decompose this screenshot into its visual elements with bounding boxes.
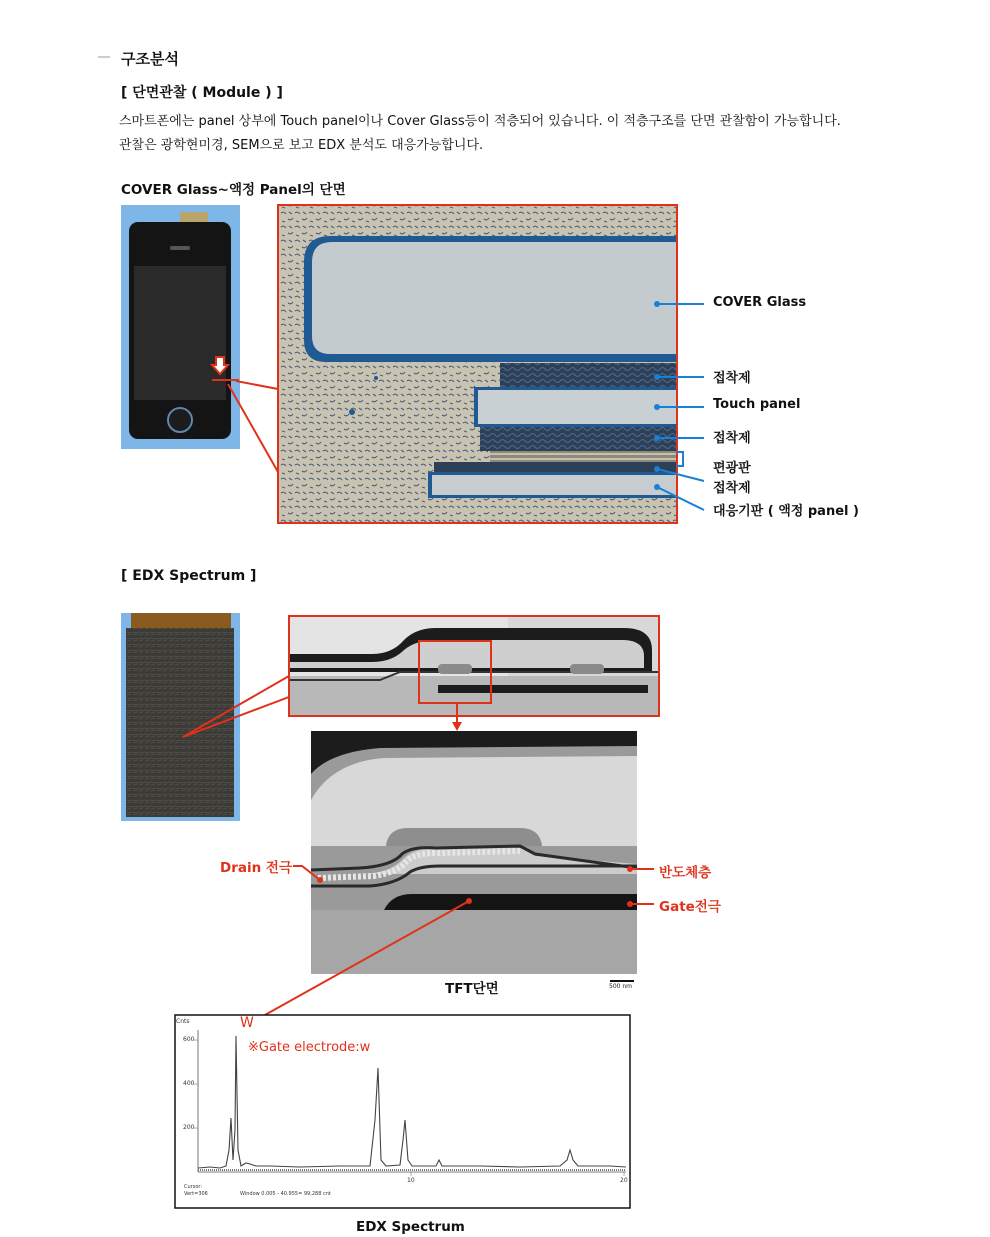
module-paragraph-line1: 스마트폰에는 panel 상부에 Touch panel이나 Cover Glass등이 적층되어 있습니다. 이 적층구조를 단면 관찰함이 가능합니다. xyxy=(119,114,841,129)
scale-bar-label: 500 nm xyxy=(609,983,633,990)
edx-heading: [ EDX Spectrum ] xyxy=(121,568,257,584)
layer-label-polarizer: 편광판 xyxy=(713,461,751,476)
layer-label-touch-panel: Touch panel xyxy=(713,397,801,412)
module-heading: [ 단면관찰 ( Module ) ] xyxy=(121,85,283,101)
spectrum-footer-vert: Vert=306 xyxy=(184,1191,208,1197)
spectrum-note: ※Gate electrode:w xyxy=(248,1040,371,1055)
panel-photo xyxy=(121,613,240,821)
spectrum-x-tick: 20 xyxy=(620,1177,628,1184)
module-figure-caption: COVER Glass~액정 Panel의 단면 xyxy=(121,182,346,198)
spectrum-y-tick: 400 xyxy=(183,1080,195,1087)
spectrum-footer-window: Window 0.005 - 40.955= 99,288 cnt xyxy=(240,1191,331,1197)
edx-spectrum-plot xyxy=(175,1015,630,1208)
spectrum-y-tick: 200 xyxy=(183,1124,195,1131)
tft-caption: TFT단면 xyxy=(445,981,499,997)
layer-label-adhesive-1: 접착제 xyxy=(713,371,751,386)
drain-electrode-label: Drain 전극 xyxy=(220,860,292,876)
spectrum-y-axis-title: Cnts xyxy=(176,1018,190,1025)
layer-label-adhesive-3: 접착제 xyxy=(713,481,751,496)
section-title: 구조분석 xyxy=(121,50,179,68)
gate-electrode-label: Gate전극 xyxy=(659,899,721,915)
spectrum-y-tick: 600 xyxy=(183,1036,195,1043)
layer-label-counter-substrate: 대응기판 ( 액정 panel ) xyxy=(713,504,859,519)
spectrum-peak-label: W xyxy=(240,1015,254,1031)
edx-spectrum-caption: EDX Spectrum xyxy=(356,1219,465,1235)
layer-label-adhesive-2: 접착제 xyxy=(713,431,751,446)
semiconductor-layer-label: 반도체층 xyxy=(659,865,712,881)
module-paragraph-line2: 관찰은 광학현미경, SEM으로 보고 EDX 분석도 대응가능합니다. xyxy=(119,138,484,153)
spectrum-footer-cursor: Cursor: xyxy=(184,1184,203,1190)
layer-label-cover-glass: COVER Glass xyxy=(713,295,807,310)
sem-overview-image xyxy=(289,616,660,716)
spectrum-x-tick: 10 xyxy=(407,1177,415,1184)
tft-sem-image xyxy=(311,731,637,981)
